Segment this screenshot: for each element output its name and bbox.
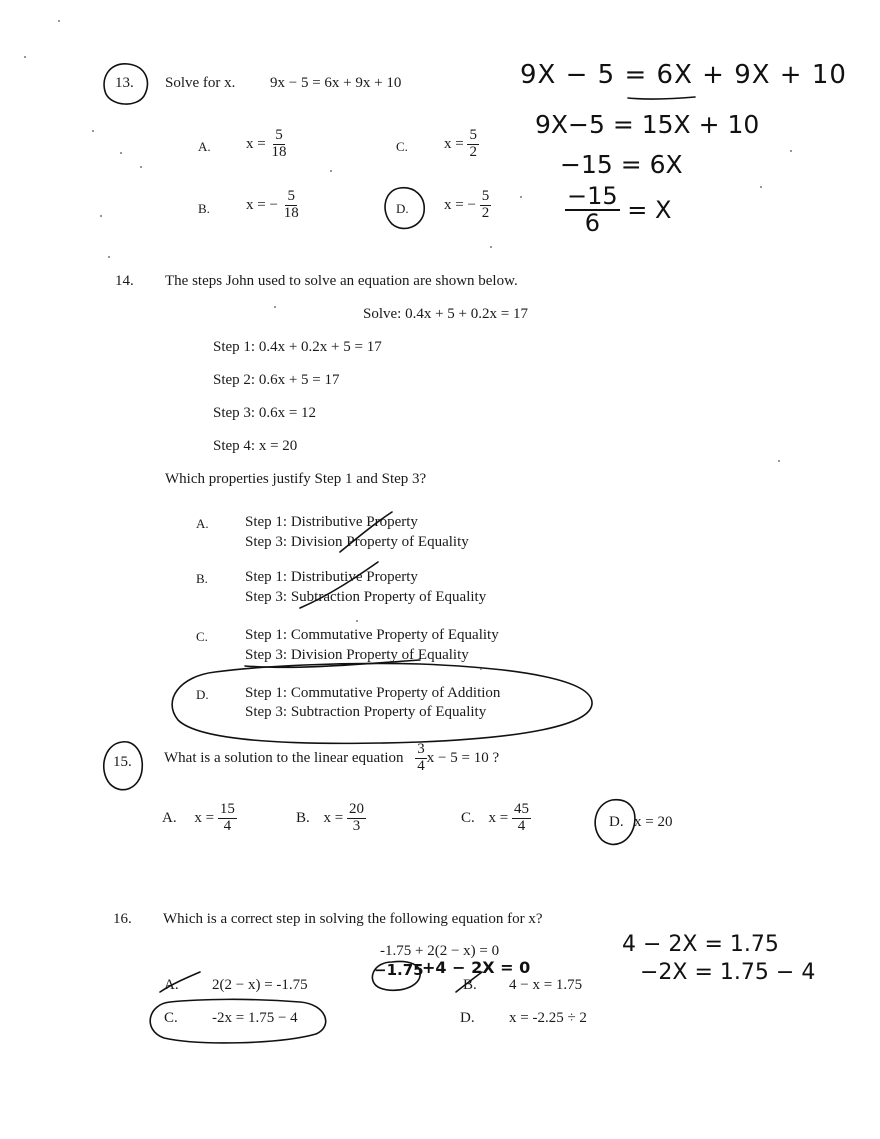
q13-choice-b-num: 5	[287, 188, 295, 204]
q14-step-2: Step 2: 0.6x + 5 = 17	[213, 372, 340, 388]
q16-equation: -1.75 + 2(2 − x) = 0	[380, 943, 500, 959]
q14-step-4: Step 4: x = 20	[213, 438, 298, 454]
q15-choice-b	[296, 802, 366, 835]
q14-choice-d-step1: Step 1: Commutative Property of Addition	[245, 685, 501, 701]
q15-choice-c-lhs: x =	[488, 809, 509, 826]
q13-choice-b-lhs: x =	[246, 196, 266, 213]
q16-choice-c-letter: C.	[164, 1010, 178, 1026]
speck	[140, 166, 142, 168]
q14-choice-d-step3: Step 3: Subtraction Property of Equality	[245, 704, 487, 720]
q16-choice-c-text: -2x = 1.75 − 4	[212, 1010, 298, 1026]
q13-work-fraction-den: 6	[584, 209, 600, 238]
q16-work-line-2: −2X = 1.75 − 4	[640, 960, 816, 985]
q15-eq-fraction	[415, 742, 427, 775]
q15-choice-c-den: 4	[517, 817, 526, 834]
q15-choice-b-fraction	[347, 802, 366, 835]
q13-choice-d-lhs: x =	[444, 196, 464, 213]
speck	[92, 130, 94, 132]
q15-choice-b-num: 20	[348, 801, 364, 817]
q16-choice-d-text: x = -2.25 ÷ 2	[509, 1010, 587, 1026]
speck	[330, 170, 332, 172]
q15-choice-c-fraction	[512, 802, 531, 835]
q15-choice-d-value: x = 20	[634, 814, 673, 830]
q16-handwritten-step: +4 − 2X = 0	[422, 958, 531, 977]
q15-choice-a-fraction	[218, 802, 237, 835]
q13-work-line-2: 9X−5 = 15X + 10	[535, 110, 760, 139]
speck	[274, 306, 276, 308]
q15-number: 15.	[113, 754, 132, 770]
q16-handwritten-circled: −1.75	[374, 961, 424, 979]
speck	[120, 152, 122, 154]
q13-work-line-1: 9X − 5 = 6X + 9X + 10	[520, 60, 847, 90]
q13-choice-a	[246, 128, 288, 161]
q14-number: 14.	[115, 273, 134, 289]
q13-choice-d	[444, 189, 491, 222]
speck	[108, 256, 110, 258]
q13-choice-c-letter: C.	[396, 139, 408, 154]
q15-choice-a-num: 15	[219, 801, 235, 817]
q13-choice-d-fraction	[480, 189, 492, 222]
q14-step-1: Step 1: 0.4x + 0.2x + 5 = 17	[213, 339, 382, 355]
q16-work-line-1: 4 − 2X = 1.75	[622, 932, 779, 957]
q16-choice-d-letter: D.	[460, 1010, 475, 1026]
speck	[58, 20, 60, 22]
q13-choice-a-lhs: x =	[246, 135, 266, 152]
q16-choice-b-text: 4 − x = 1.75	[509, 977, 583, 993]
q13-work-fraction-num: −15	[567, 182, 618, 210]
q14-question: Which properties justify Step 1 and Step 3?	[165, 471, 427, 487]
q15-choice-a-den: 4	[223, 817, 232, 834]
q15-choice-a	[162, 802, 237, 835]
q13-choice-d-num: 5	[481, 188, 490, 204]
q13-choice-a-fraction	[269, 128, 288, 161]
q16-number: 16.	[113, 911, 132, 927]
q15-choice-a-lhs: x =	[194, 809, 215, 826]
q13-choice-d-sign: −	[467, 196, 476, 213]
speck	[100, 215, 102, 217]
q15-prompt: What is a solution to the linear equation	[164, 749, 404, 766]
q14-prompt: The steps John used to solve an equation are shown below.	[165, 273, 518, 289]
q13-choice-d-letter: D.	[396, 201, 409, 216]
q13-choice-a-letter: A.	[198, 139, 211, 154]
q14-choice-c-step3: Step 3: Division Property of Equality	[245, 647, 469, 663]
q13-choice-b-sign: −	[269, 196, 278, 213]
q14-step-3: Step 3: 0.6x = 12	[213, 405, 317, 421]
q14-choice-c-letter: C.	[196, 629, 208, 644]
q13-number: 13.	[115, 75, 134, 91]
q13-choice-c-den: 2	[469, 143, 477, 160]
q15-choice-d-letter: D.	[609, 814, 624, 830]
q13-choice-a-den: 18	[271, 143, 287, 160]
q15-choice-c-num: 45	[513, 801, 529, 817]
q13-choice-d-den: 2	[481, 204, 490, 221]
q15-eq-rest: x − 5 = 10 ?	[426, 749, 500, 766]
q15-choice-c	[461, 802, 531, 835]
q13-choice-b-fraction	[282, 189, 301, 222]
q13-choice-c-lhs: x =	[444, 135, 464, 152]
speck	[356, 620, 358, 622]
q15-eq-num: 3	[417, 741, 425, 757]
q14-choice-a-step1: Step 1: Distributive Property	[245, 514, 418, 530]
q14-choice-c-step1: Step 1: Commutative Property of Equality	[245, 627, 499, 643]
q15-eq-den: 4	[417, 757, 425, 774]
q16-choice-a-text: 2(2 − x) = -1.75	[212, 977, 308, 993]
q13-choice-a-num: 5	[275, 127, 283, 143]
speck	[760, 186, 762, 188]
q15-choice-c-letter: C.	[461, 809, 475, 826]
speck	[480, 668, 482, 670]
q15-choice-a-letter: A.	[162, 809, 177, 826]
q16-prompt: Which is a correct step in solving the following equation for x?	[163, 911, 543, 927]
speck	[24, 56, 26, 58]
q13-choice-b	[246, 189, 301, 222]
q14-choice-a-step3: Step 3: Division Property of Equality	[245, 534, 469, 550]
q13-choice-b-den: 18	[283, 204, 299, 221]
q15-choice-b-letter: B.	[296, 809, 310, 826]
q13-choice-c-num: 5	[469, 127, 477, 143]
q14-choice-a-letter: A.	[196, 516, 209, 531]
speck	[790, 150, 792, 152]
q16-choice-a-letter: A.	[164, 977, 179, 993]
q14-choice-b-step1: Step 1: Distributive Property	[245, 569, 418, 585]
q13-choice-b-letter: B.	[198, 201, 210, 216]
q15-prompt-line	[164, 742, 499, 775]
speck	[778, 460, 780, 462]
q14-choice-b-step3: Step 3: Subtraction Property of Equality	[245, 589, 487, 605]
q13-choice-c	[444, 128, 479, 161]
q13-work-fraction	[565, 184, 671, 236]
q14-choice-d-letter: D.	[196, 687, 209, 702]
q15-choice-b-lhs: x =	[323, 809, 344, 826]
q14-solve: Solve: 0.4x + 5 + 0.2x = 17	[363, 306, 528, 322]
q13-prompt: Solve for x.	[165, 75, 236, 91]
q13-work-underline	[628, 97, 695, 99]
q15-choice-b-den: 3	[352, 817, 361, 834]
speck	[520, 196, 522, 198]
q16-choice-b-letter: B.	[463, 977, 477, 993]
q13-work-line-3: −15 = 6X	[560, 150, 683, 179]
q14-choice-b-letter: B.	[196, 571, 208, 586]
q13-equation: 9x − 5 = 6x + 9x + 10	[270, 75, 402, 91]
q13-work-line-4: = X	[627, 196, 672, 225]
q13-choice-c-fraction	[467, 128, 479, 161]
speck	[490, 246, 492, 248]
